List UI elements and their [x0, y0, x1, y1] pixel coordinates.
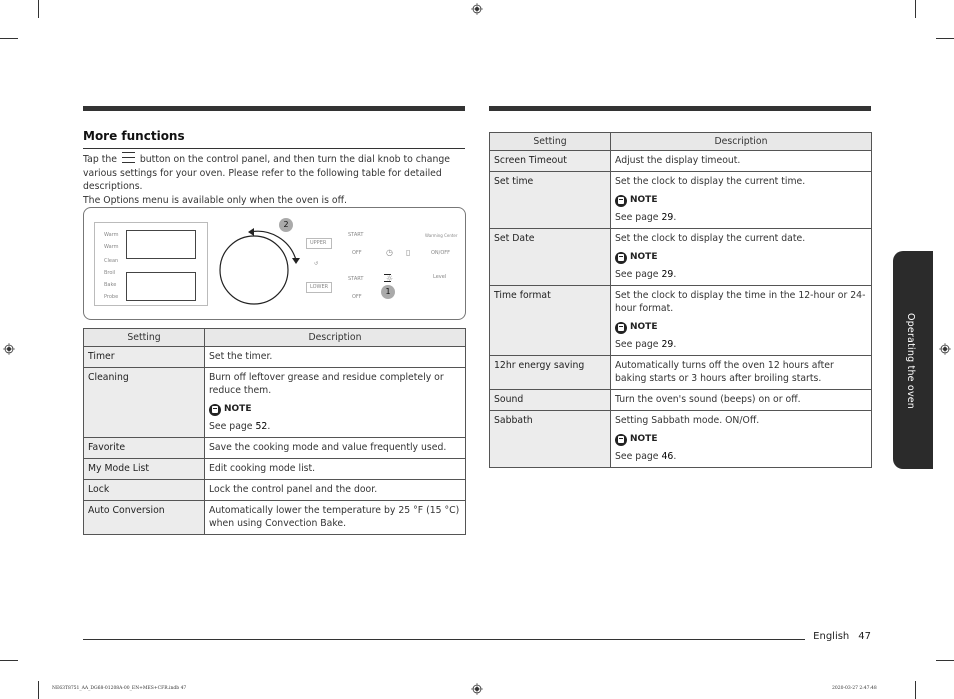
- note-icon: [209, 404, 221, 416]
- light-icon: ☼: [386, 274, 394, 283]
- crop-mark: [936, 38, 954, 39]
- setting-cell: Favorite: [84, 438, 205, 459]
- print-slug-file: NE63T8751_AA_DG68-01208A-00_EN+MES+CFR.indb 47: [52, 686, 187, 691]
- note-label: NOTE: [630, 322, 658, 332]
- see-page-reference: See page 46.: [615, 451, 677, 462]
- registration-mark-icon: [3, 343, 15, 355]
- table-row: [84, 501, 466, 535]
- table-row: [84, 438, 466, 459]
- page-link[interactable]: 29: [661, 339, 674, 350]
- note-label: NOTE: [630, 195, 658, 205]
- page-link[interactable]: 29: [661, 212, 674, 223]
- note-callout: [209, 403, 461, 416]
- setting-cell: Screen Timeout: [490, 151, 611, 172]
- intro-text: [83, 152, 465, 207]
- description-text: Automatically lower the temperature by 25 °F (15 °C) when using Convection Bake.: [209, 505, 460, 529]
- mode-label: Bake: [104, 282, 117, 288]
- back-icon: ↺: [314, 261, 319, 267]
- page-number: 47: [858, 631, 871, 642]
- description-text: Set the timer.: [209, 351, 273, 362]
- upper-label: UPPER: [310, 240, 327, 246]
- description-text: Turn the oven's sound (beeps) on or off.: [615, 394, 801, 405]
- see-page-reference: See page 29.: [615, 212, 677, 223]
- crop-mark: [38, 0, 39, 18]
- description-text: Automatically turns off the oven 12 hours after baking starts or 3 hours after broiling starts.: [615, 360, 834, 384]
- see-page-prefix: See page: [615, 212, 659, 223]
- upper-display: [126, 230, 196, 259]
- crop-mark: [936, 660, 954, 661]
- options-button-icon: [384, 274, 394, 283]
- chapter-side-tab: [893, 251, 933, 469]
- setting-cell: Timer: [84, 347, 205, 368]
- column-rule-right: [489, 106, 871, 111]
- description-cell: [205, 501, 466, 535]
- mode-label: Warm: [104, 232, 119, 238]
- setting-cell: 12hr energy saving: [490, 356, 611, 390]
- note-callout: [615, 251, 867, 264]
- note-label: NOTE: [224, 404, 252, 414]
- description-cell: [205, 459, 466, 480]
- table-row: [84, 480, 466, 501]
- table-row: [490, 390, 872, 411]
- description-cell: [611, 229, 872, 286]
- setting-cell: Sabbath: [490, 411, 611, 468]
- setting-cell: Cleaning: [84, 368, 205, 438]
- note-icon: [615, 252, 627, 264]
- footer-rule: [83, 639, 805, 640]
- note-icon: [615, 195, 627, 207]
- mode-label: Probe: [104, 294, 119, 300]
- level-label: Level: [433, 274, 447, 280]
- column-rule-left: [83, 106, 465, 111]
- setting-cell: Lock: [84, 480, 205, 501]
- description-cell: [611, 286, 872, 356]
- table-row: [490, 411, 872, 468]
- crop-mark: [915, 681, 916, 699]
- description-text: Edit cooking mode list.: [209, 463, 316, 474]
- crop-mark: [0, 660, 18, 661]
- page-link[interactable]: 46: [661, 451, 674, 462]
- settings-table-right: [489, 132, 872, 468]
- see-page-reference: See page 52.: [209, 421, 271, 432]
- callout-badge-2: 2: [279, 218, 293, 232]
- description-cell: [611, 172, 872, 229]
- upper-button: [306, 238, 332, 249]
- intro-options-note: The Options menu is available only when the oven is off.: [83, 194, 347, 206]
- clock-icon: ◷: [386, 248, 393, 257]
- mode-label: Clean: [104, 258, 119, 264]
- note-callout: [615, 433, 867, 446]
- description-cell: [205, 480, 466, 501]
- note-label: NOTE: [630, 252, 658, 262]
- onoff-label: ON/OFF: [431, 250, 451, 256]
- registration-mark-icon: [939, 343, 951, 355]
- timer-icon: ▯: [406, 248, 411, 257]
- table-row: [490, 172, 872, 229]
- table-row: [84, 459, 466, 480]
- crop-mark: [38, 681, 39, 699]
- menu-icon: [122, 152, 135, 163]
- table-row: [490, 286, 872, 356]
- note-icon: [615, 434, 627, 446]
- intro-text-end: button on the control panel, and then turn the dial knob to change various settings for your oven. Please refer to the following table for detailed descriptions.: [83, 154, 450, 193]
- see-page-prefix: See page: [615, 269, 659, 280]
- setting-cell: Time format: [490, 286, 611, 356]
- chapter-label: Operating the oven: [905, 313, 916, 410]
- description-text: Save the cooking mode and value frequently used.: [209, 442, 447, 453]
- crop-mark: [915, 0, 916, 18]
- description-text: Setting Sabbath mode. ON/Off.: [615, 415, 760, 426]
- section-title: More functions: [83, 129, 185, 143]
- lower-label: LOWER: [310, 284, 329, 290]
- header-description: Description: [611, 133, 872, 151]
- description-text: Set the clock to display the current time.: [615, 176, 806, 187]
- description-text: Set the clock to display the time in the 12-hour or 24-hour format.: [615, 290, 866, 314]
- note-callout: [615, 194, 867, 207]
- description-cell: [611, 151, 872, 172]
- registration-mark-icon: [471, 683, 483, 695]
- description-text: Adjust the display timeout.: [615, 155, 741, 166]
- title-underline: [83, 148, 465, 149]
- setting-cell: My Mode List: [84, 459, 205, 480]
- note-icon: [615, 322, 627, 334]
- table-row: [84, 347, 466, 368]
- setting-cell: Set time: [490, 172, 611, 229]
- table-row: [490, 356, 872, 390]
- lower-button: [306, 282, 332, 293]
- settings-table-left: [83, 328, 466, 535]
- description-cell: [611, 356, 872, 390]
- description-cell: [205, 438, 466, 459]
- header-setting: Setting: [84, 329, 205, 347]
- page-footer: [813, 631, 871, 642]
- start-label: START: [348, 232, 364, 238]
- see-page-reference: See page 29.: [615, 269, 677, 280]
- intro-text-start: Tap the: [83, 154, 117, 165]
- start-label: START: [348, 276, 364, 282]
- off-label: OFF: [352, 250, 362, 256]
- callout-badge-1: 1: [381, 285, 395, 299]
- description-cell: [205, 368, 466, 438]
- lower-display: [126, 272, 196, 301]
- description-cell: [611, 411, 872, 468]
- dial-knob-icon: [212, 216, 312, 312]
- header-description: Description: [205, 329, 466, 347]
- table-row: [84, 368, 466, 438]
- description-text: Set the clock to display the current date.: [615, 233, 806, 244]
- setting-cell: Set Date: [490, 229, 611, 286]
- print-slug-date: 2020-03-27 2:47:48: [832, 686, 877, 691]
- off-label: OFF: [352, 294, 362, 300]
- setting-cell: Auto Conversion: [84, 501, 205, 535]
- see-page-prefix: See page: [615, 339, 659, 350]
- description-text: Burn off leftover grease and residue completely or reduce them.: [209, 372, 444, 396]
- page-link[interactable]: 52: [255, 421, 268, 432]
- mode-label: Warm: [104, 244, 119, 250]
- registration-mark-icon: [471, 3, 483, 15]
- control-panel-illustration: [83, 207, 466, 320]
- warming-center-label: Warming Center: [425, 233, 458, 238]
- mode-label: Broil: [104, 270, 116, 276]
- page-link[interactable]: 29: [661, 269, 674, 280]
- table-row: [490, 229, 872, 286]
- description-cell: [611, 390, 872, 411]
- footer-language: English: [813, 631, 850, 642]
- note-label: NOTE: [630, 434, 658, 444]
- description-cell: [205, 347, 466, 368]
- crop-mark: [0, 38, 18, 39]
- note-callout: [615, 321, 867, 334]
- see-page-prefix: See page: [209, 421, 253, 432]
- header-setting: Setting: [490, 133, 611, 151]
- setting-cell: Sound: [490, 390, 611, 411]
- see-page-reference: See page 29.: [615, 339, 677, 350]
- see-page-prefix: See page: [615, 451, 659, 462]
- table-row: [490, 151, 872, 172]
- description-text: Lock the control panel and the door.: [209, 484, 378, 495]
